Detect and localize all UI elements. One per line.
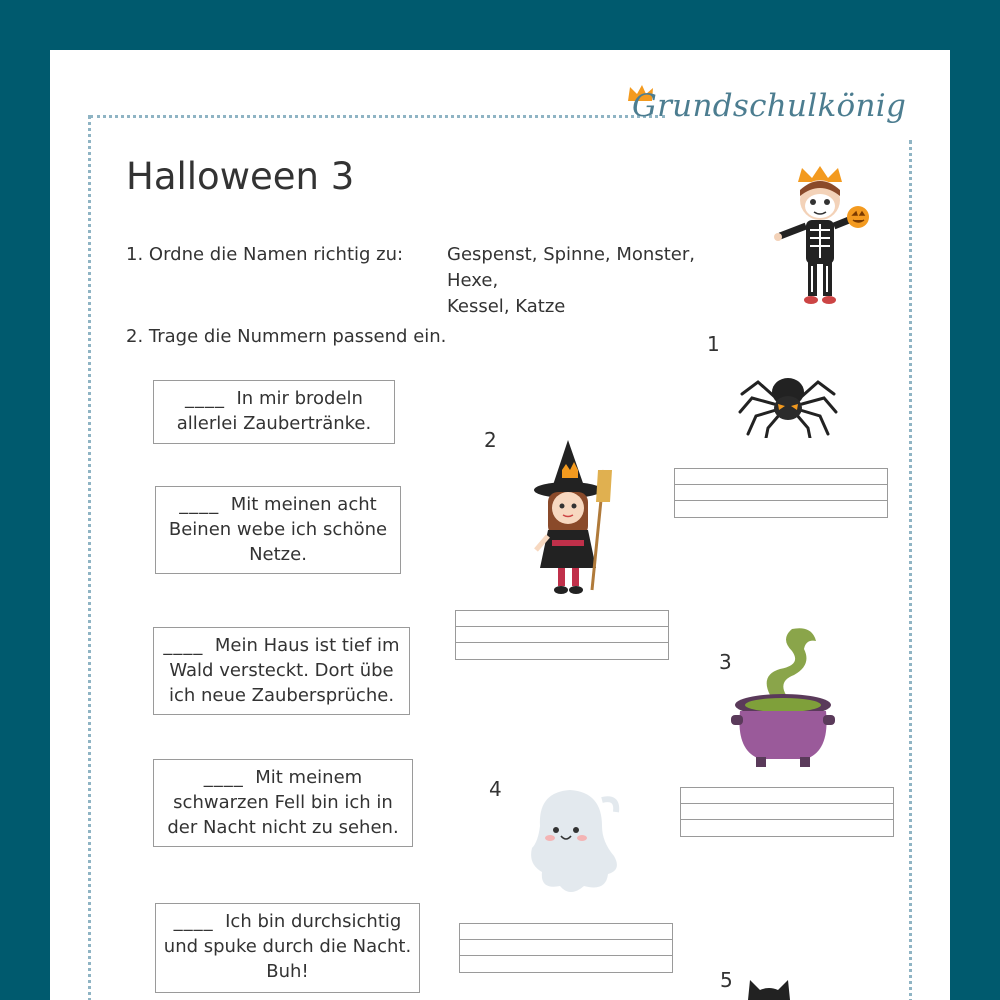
- cauldron-icon: [730, 625, 836, 771]
- clue-text-line: allerlei Zaubertränke.: [176, 413, 372, 434]
- clue-card-1: [153, 380, 395, 444]
- clue-text-line: der Nacht nicht zu sehen.: [167, 817, 399, 838]
- picture-number-3: 3: [719, 650, 732, 674]
- page-title: Halloween 3: [126, 155, 355, 198]
- worksheet: [50, 50, 950, 1000]
- ghost-icon: [510, 786, 630, 898]
- clue-text-line: Buh!: [266, 961, 309, 982]
- task-1-instruction: 1. Ordne die Namen richtig zu:: [126, 244, 404, 265]
- name-list: [447, 242, 747, 320]
- answer-lines-2[interactable]: [455, 610, 669, 660]
- task-2-instruction: 2. Trage die Nummern passend ein.: [126, 326, 447, 347]
- picture-number-5: 5: [720, 968, 733, 992]
- cat-icon: [744, 976, 794, 1000]
- spider-icon: [738, 368, 838, 438]
- picture-number-1: 1: [707, 332, 720, 356]
- answer-blank[interactable]: ____: [163, 635, 204, 656]
- clue-text-line: Ich bin durchsichtig: [225, 911, 402, 932]
- clue-text-line: schwarzen Fell bin ich in: [173, 792, 393, 813]
- clue-card-4: [153, 759, 413, 847]
- name-list-line-2: Kessel, Katze: [447, 296, 566, 317]
- clue-text-line: Wald versteckt. Dort übe: [169, 660, 394, 681]
- answer-blank[interactable]: ____: [203, 767, 244, 788]
- answer-lines-1[interactable]: [674, 468, 888, 518]
- clue-text-line: Mit meinen acht: [230, 494, 377, 515]
- name-list-line-1: Gespenst, Spinne, Monster, Hexe,: [447, 244, 695, 291]
- picture-number-4: 4: [489, 777, 502, 801]
- clue-card-5: [155, 903, 420, 993]
- clue-text-line: und spuke durch die Nacht.: [163, 936, 412, 957]
- dotted-border-top: [90, 115, 665, 118]
- clue-card-3: [153, 627, 410, 715]
- clue-text-line: Mein Haus ist tief im: [214, 635, 400, 656]
- clue-card-2: [155, 486, 401, 574]
- clue-text-line: Beinen webe ich schöne: [168, 519, 388, 540]
- witch-icon: [512, 440, 632, 600]
- clue-text-line: ich neue Zaubersprüche.: [168, 685, 395, 706]
- skeleton-kid-icon: [770, 162, 875, 312]
- dotted-border-right: [909, 140, 912, 1000]
- clue-text-line: Mit meinem: [255, 767, 363, 788]
- answer-blank[interactable]: ____: [173, 911, 214, 932]
- dotted-border-left: [88, 115, 91, 1000]
- answer-lines-4[interactable]: [459, 923, 673, 973]
- picture-number-2: 2: [484, 428, 497, 452]
- answer-lines-3[interactable]: [680, 787, 894, 837]
- brand-logo-text: Grundschulkönig: [632, 88, 907, 124]
- answer-blank[interactable]: ____: [185, 388, 226, 409]
- clue-text-line: In mir brodeln: [236, 388, 363, 409]
- clue-text-line: Netze.: [249, 544, 307, 565]
- answer-blank[interactable]: ____: [179, 494, 220, 515]
